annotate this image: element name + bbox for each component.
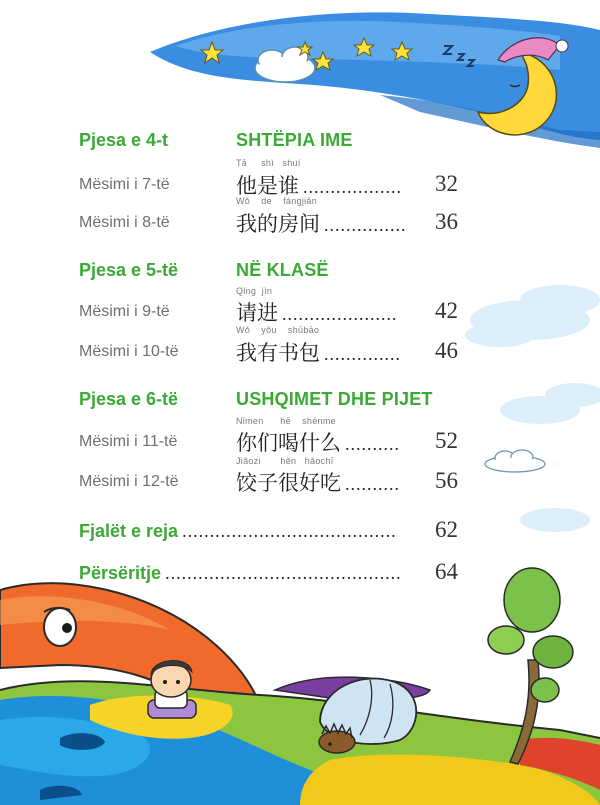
lesson-label: Mësimi i 9-të	[79, 303, 170, 320]
part-title: USHQIMET DHE PIJET	[236, 389, 433, 409]
lesson-pinyin: Qǐng jìn	[236, 286, 273, 296]
leader-dots: ..........	[345, 434, 400, 454]
leader-dots: ..............	[324, 344, 401, 364]
leader-dots: ...............	[324, 215, 407, 235]
lesson-title-hanzi: 请进 .....................	[236, 301, 398, 325]
lesson-title-hanzi: 我的房间 ...............	[236, 212, 407, 236]
page-number: 62	[435, 517, 458, 542]
leader-dots: ...........................................	[165, 563, 402, 583]
lesson-title-hanzi: 他是谁 ..................	[236, 174, 402, 198]
page-number: 64	[435, 559, 458, 584]
toc-entry-label: Përsëritje ...........................................	[79, 563, 402, 583]
leader-dots: .....................	[282, 304, 398, 324]
lesson-label: Mësimi i 10-të	[79, 343, 179, 360]
part-title: SHTËPIA IME	[236, 130, 353, 150]
lesson-label: Mësimi i 12-të	[79, 473, 179, 490]
part-title: NË KLASË	[236, 260, 329, 280]
page-number: 56	[435, 468, 458, 493]
page-number: 32	[435, 171, 458, 196]
part-label: Pjesa e 6-të	[79, 389, 179, 409]
page-number: 52	[435, 428, 458, 453]
lesson-pinyin: Tā shì shuí	[236, 158, 301, 168]
lesson-title-hanzi: 饺子很好吃 ..........	[236, 471, 400, 495]
page-number: 46	[435, 338, 458, 363]
page-number: 42	[435, 298, 458, 323]
part-label: Pjesa e 4-t	[79, 130, 169, 150]
lesson-title-hanzi: 我有书包 ..............	[236, 341, 401, 365]
leader-dots: ..................	[303, 177, 402, 197]
lesson-pinyin: Wǒ yǒu shūbāo	[236, 325, 320, 335]
leader-dots: ..........	[345, 474, 400, 494]
part-label: Pjesa e 5-të	[79, 260, 179, 280]
lesson-pinyin: Wǒ de fángjiān	[236, 196, 318, 206]
leader-dots: .......................................	[182, 521, 397, 541]
lesson-title-hanzi: 你们喝什么 ..........	[236, 431, 400, 455]
lesson-label: Mësimi i 8-të	[79, 214, 170, 231]
lesson-label: Mësimi i 7-të	[79, 176, 170, 193]
toc-entry-label: Fjalët e reja .......................................	[79, 521, 397, 541]
lesson-label: Mësimi i 11-të	[79, 433, 178, 450]
lesson-pinyin: Jiǎozi hěn hǎochī	[236, 456, 334, 466]
page-number: 36	[435, 209, 458, 234]
lesson-pinyin: Nǐmen hē shénme	[236, 416, 336, 426]
